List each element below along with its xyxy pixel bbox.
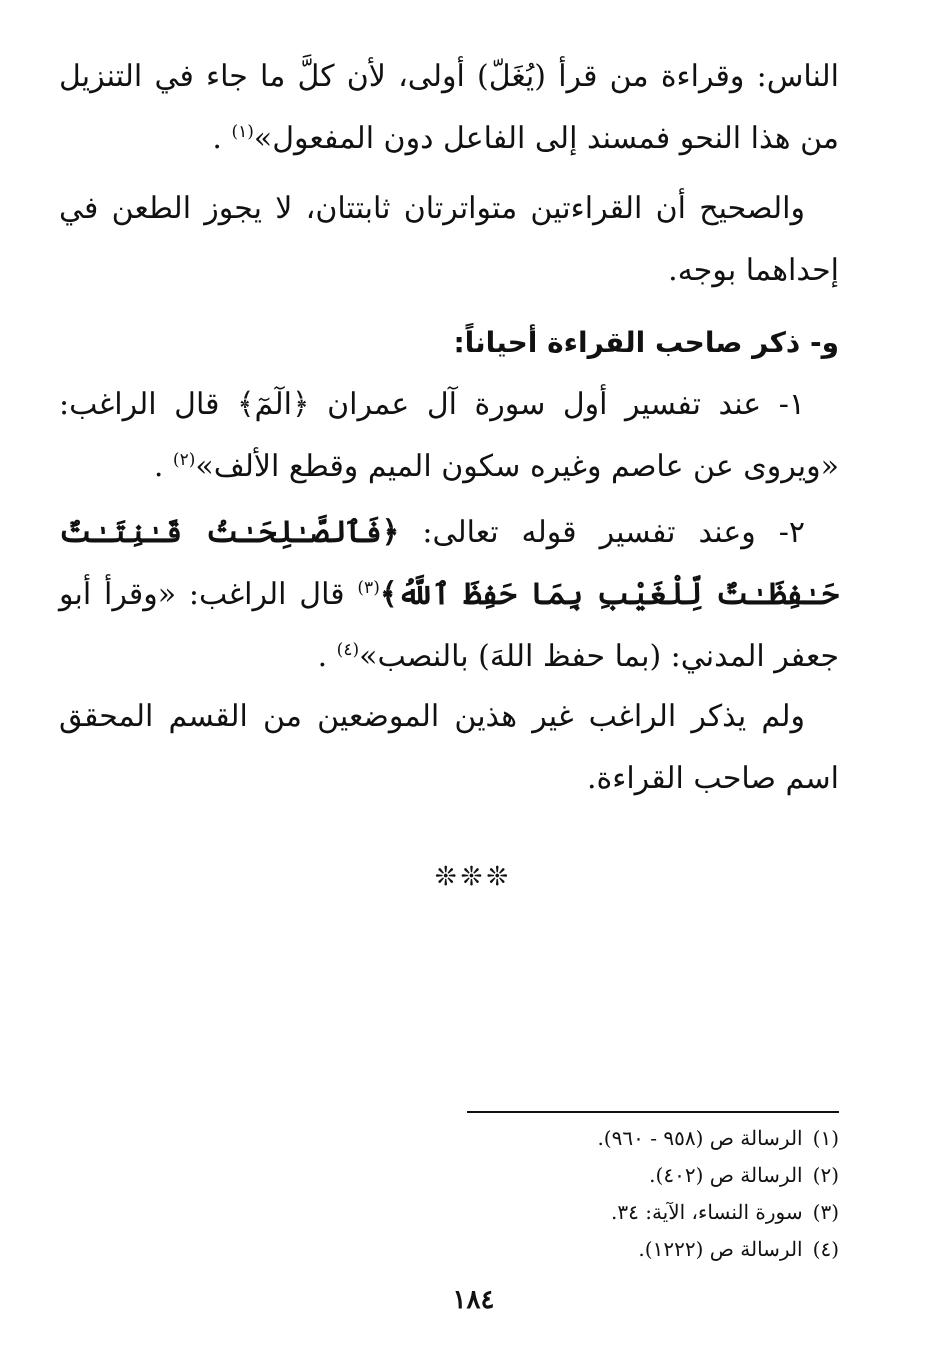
paragraph-4-lead: ٢- وعند تفسير قوله تعالى: [399,515,805,550]
paragraph-5-text: ولم يذكر الراغب غير هذين الموضعين من القسم المحقق اسم صاحب القراءة. [59,699,839,796]
footnote-ref-2: (٢) [172,450,196,470]
footnote-ref-3: (٣) [357,578,380,598]
footnote-ref-4: (٤) [336,640,360,660]
footnotes [239,1120,839,1268]
section-separator: ❊❊❊ [434,862,513,892]
paragraph-2 [59,178,839,302]
footnote-number: (٣) [812,1200,839,1224]
page-number: ١٨٤ [452,1285,495,1315]
paragraph-2-text: والصحيح أن القراءتين متواترتان ثابتتان، لا يجوز الطعن في إحداهما بوجه. [59,191,839,288]
footnote-number: (٢) [812,1163,839,1187]
paragraph-3-text: ١- عند تفسير أول سورة آل عمران ﴿الٓمٓ﴾ قال الراغب: «ويروى عن عاصم وغيره سكون الميم وقطع الألف» [59,387,839,484]
paragraph-3 [59,374,839,498]
footnote-divider [467,1111,839,1113]
footnote-number: (٤) [812,1237,839,1261]
paragraph-1 [59,46,839,170]
footnote-text: الرسالة ص (١٢٢٢). [638,1237,803,1261]
footnote-1 [239,1120,839,1157]
quran-verse: ﴿فَٱلصَّـٰلِحَـٰتُ قَـٰنِتَـٰتٌ حَـٰفِظَـٰتٌ لِّلْغَيْبِ بِمَا حَفِظَ ٱللَّهُ﴾ [59,515,840,612]
footnote-ref-1: (١) [231,122,254,142]
footnote-4 [239,1231,839,1268]
paragraph-3-end: . [153,449,173,484]
footnote-text: سورة النساء، الآية: ٣٤. [611,1200,803,1224]
footnote-number: (١) [812,1126,839,1150]
paragraph-1-text: الناس: وقراءة من قرأ (يُغَلّ) أولى، لأن كلَّ ما جاء في التنزيل من هذا النحو فمسند إلى الفاعل دون المفعول» [59,59,839,156]
footnote-2 [239,1157,839,1194]
paragraph-4-end: . [317,639,337,674]
section-heading: و- ذكر صاحب القراءة أحياناً: [453,326,839,359]
footnote-text: الرسالة ص (٤٠٢). [649,1163,803,1187]
paragraph-1-end: . [212,121,232,156]
footnote-text: الرسالة ص (٩٥٨ - ٩٦٠). [597,1126,803,1150]
footnote-3 [239,1194,839,1231]
paragraph-5 [59,686,839,810]
paragraph-4-mid: قال الراغب: «وقرأ أبو جعفر المدني: (بما حفظ اللهَ) بالنصب» [59,577,839,674]
paragraph-4 [59,502,839,688]
